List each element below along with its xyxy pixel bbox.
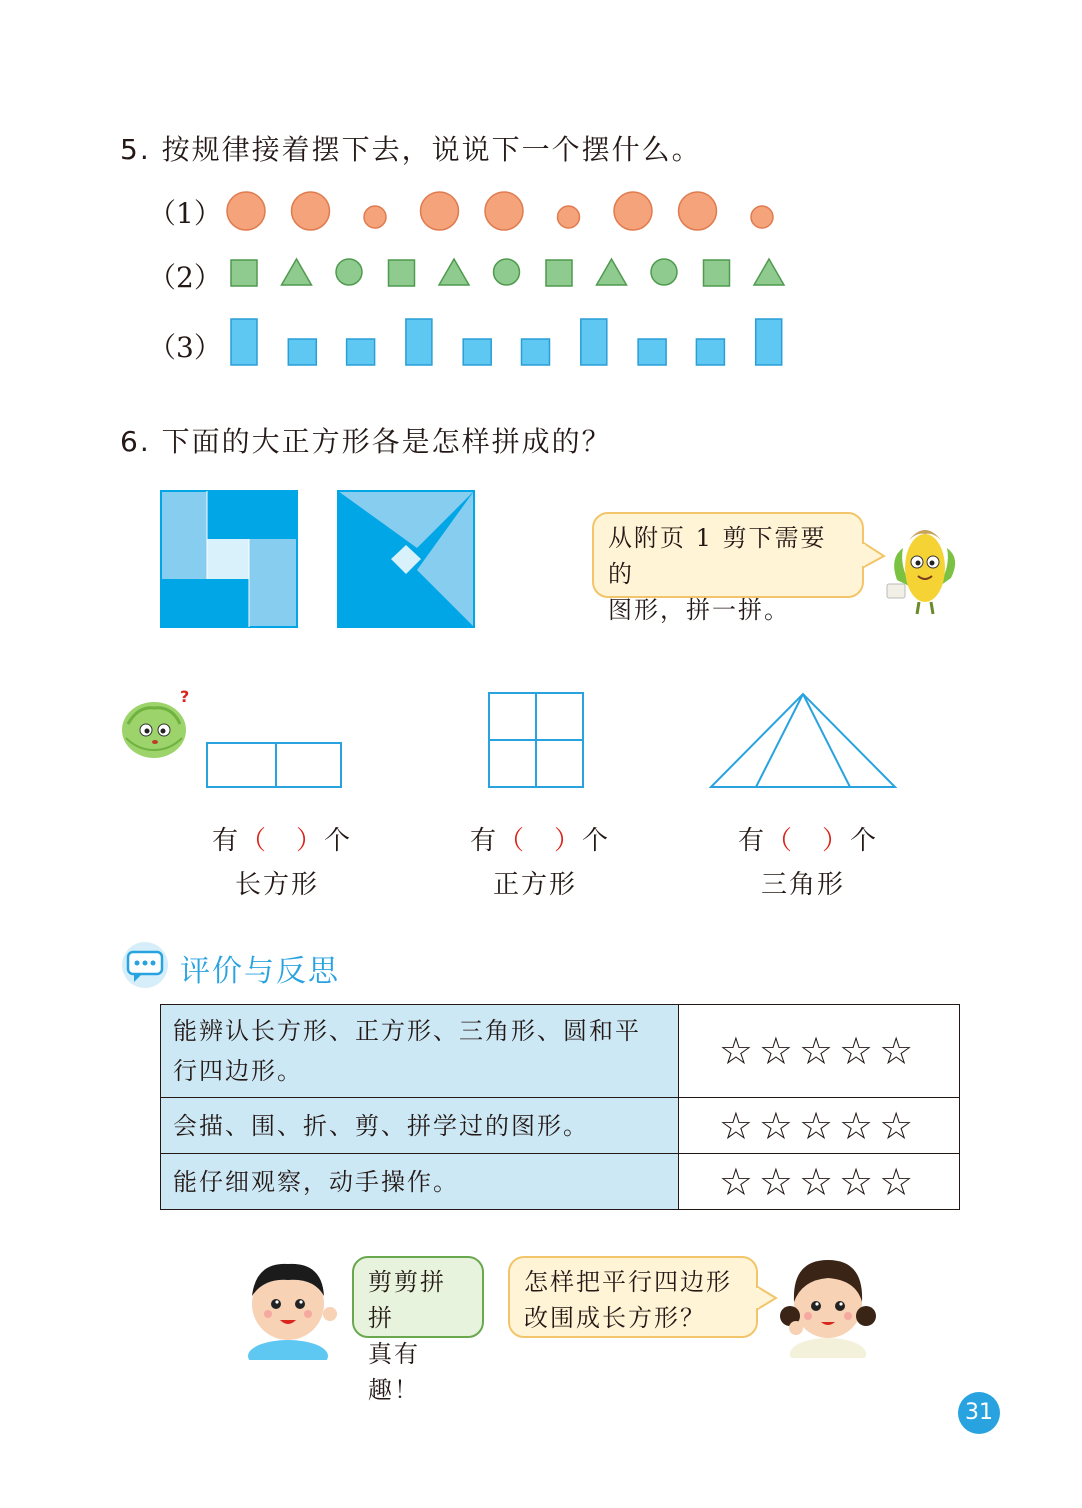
boy-bubble-line1: 剪剪拼拼	[368, 1268, 446, 1332]
evaluation-title: 评价与反思	[180, 954, 340, 989]
circle-shape	[494, 259, 520, 285]
figure-two-rectangles	[205, 740, 345, 790]
shape-name-triangle: 三角形	[760, 870, 845, 900]
girl-bubble-line1: 怎样把平行四边形	[524, 1268, 732, 1296]
answer-blank-close[interactable]: ）	[554, 826, 583, 856]
big-circle-shape	[614, 192, 652, 230]
big-circle-shape	[292, 192, 330, 230]
girl-bubble-line2: 改围成长方形？	[524, 1304, 706, 1332]
criterion-text: 能辨认长方形、正方形、三角形、圆和平	[173, 1017, 641, 1045]
criterion-text: 行四边形。	[173, 1057, 303, 1085]
q5-patterns	[0, 0, 1082, 400]
square-shape	[389, 260, 415, 286]
star-rating[interactable]: ☆☆☆☆☆	[679, 1154, 960, 1210]
count-suffix: 个	[850, 826, 879, 856]
cabbage-character-icon	[118, 688, 198, 760]
count-prefix: 有	[738, 826, 767, 856]
big-square-triangles	[337, 490, 477, 630]
triangle-shape	[439, 259, 469, 285]
tall-rectangle-shape	[406, 319, 432, 365]
shape-name-rectangle: 长方形	[234, 870, 319, 900]
square1-center	[207, 539, 249, 579]
answer-blank-open[interactable]: （	[498, 826, 527, 856]
triangle-shape	[754, 259, 784, 285]
big-circle-shape	[421, 192, 459, 230]
criterion-text: 能仔细观察，动手操作。	[173, 1167, 459, 1196]
q5-row2-label: （2）	[148, 261, 222, 294]
q5-row3-label: （3）	[148, 331, 222, 364]
page-number: 31	[958, 1392, 1000, 1434]
girl-speech-bubble	[508, 1256, 758, 1338]
figure-triangles	[708, 690, 900, 792]
triangle-shape	[282, 259, 312, 285]
q6-number: 6.	[120, 425, 151, 458]
short-rectangle-shape	[288, 339, 316, 365]
count-suffix: 个	[324, 826, 353, 856]
count-rectangles	[212, 820, 352, 857]
square1-rect-right	[249, 539, 297, 627]
q5-number: 5.	[120, 133, 151, 166]
square-shape	[704, 260, 730, 286]
short-rectangle-shape	[463, 339, 491, 365]
evaluation-table	[160, 1004, 960, 1210]
chat-bubble-icon	[120, 940, 170, 990]
corn-character-icon	[885, 518, 965, 618]
circle-shape	[651, 259, 677, 285]
criterion-cell	[161, 1005, 679, 1098]
pattern-row-3	[231, 319, 782, 365]
q5-text: 按规律接着摆下去，说说下一个摆什么。	[161, 133, 702, 166]
girl-character-icon	[776, 1246, 882, 1358]
q5-row1-label: （1）	[148, 197, 222, 230]
criterion-text: 会描、围、折、剪、拼学过的图形。	[173, 1111, 589, 1140]
short-rectangle-shape	[522, 339, 550, 365]
corn-speech-bubble	[592, 512, 864, 624]
table-row	[161, 1098, 960, 1154]
corn-bubble-line2: 图形，拼一拼。	[608, 596, 790, 624]
big-circle-shape	[485, 192, 523, 230]
square-shape	[231, 260, 257, 286]
boy-speech-bubble	[352, 1256, 484, 1404]
square1-rect-left	[161, 491, 207, 579]
count-suffix: 个	[582, 826, 611, 856]
tall-rectangle-shape	[581, 319, 607, 365]
big-circle-shape	[227, 192, 265, 230]
count-triangles	[738, 820, 878, 857]
figure-four-squares	[487, 690, 587, 790]
answer-blank-close[interactable]: ）	[822, 826, 851, 856]
table-row	[161, 1005, 960, 1098]
star-rating[interactable]: ☆☆☆☆☆	[679, 1098, 960, 1154]
girl-bubble-tail	[756, 1284, 778, 1312]
q6-text: 下面的大正方形各是怎样拼成的？	[161, 425, 612, 458]
boy-character-icon	[238, 1252, 348, 1360]
star-rating[interactable]: ☆☆☆☆☆	[679, 1005, 960, 1098]
answer-blank-open[interactable]: （	[240, 826, 269, 856]
tall-rectangle-shape	[231, 319, 257, 365]
small-circle-shape	[751, 206, 773, 228]
corn-bubble-tail	[862, 540, 886, 570]
triangle-shape	[597, 259, 627, 285]
answer-blank-close[interactable]: ）	[296, 826, 325, 856]
criterion-cell	[161, 1098, 679, 1154]
short-rectangle-shape	[347, 339, 375, 365]
circle-shape	[336, 259, 362, 285]
shape-name-square: 正方形	[492, 870, 577, 900]
big-circle-shape	[679, 192, 717, 230]
count-prefix: 有	[212, 826, 241, 856]
corn-bubble-line1: 从附页 1 剪下需要的	[608, 524, 827, 588]
pattern-row-2	[231, 259, 784, 286]
small-circle-shape	[558, 206, 580, 228]
small-circle-shape	[364, 206, 386, 228]
pattern-row-1	[227, 192, 773, 230]
q6-title	[120, 420, 612, 460]
answer-blank-open[interactable]: （	[766, 826, 795, 856]
boy-bubble-line2: 真有趣！	[368, 1340, 420, 1404]
criterion-cell	[161, 1154, 679, 1210]
square-shape	[546, 260, 572, 286]
tall-rectangle-shape	[756, 319, 782, 365]
table-row	[161, 1154, 960, 1210]
short-rectangle-shape	[696, 339, 724, 365]
count-squares	[470, 820, 610, 857]
big-square-rectangles	[160, 490, 300, 630]
svg-text:?: ?	[180, 688, 190, 706]
count-prefix: 有	[470, 826, 499, 856]
short-rectangle-shape	[638, 339, 666, 365]
